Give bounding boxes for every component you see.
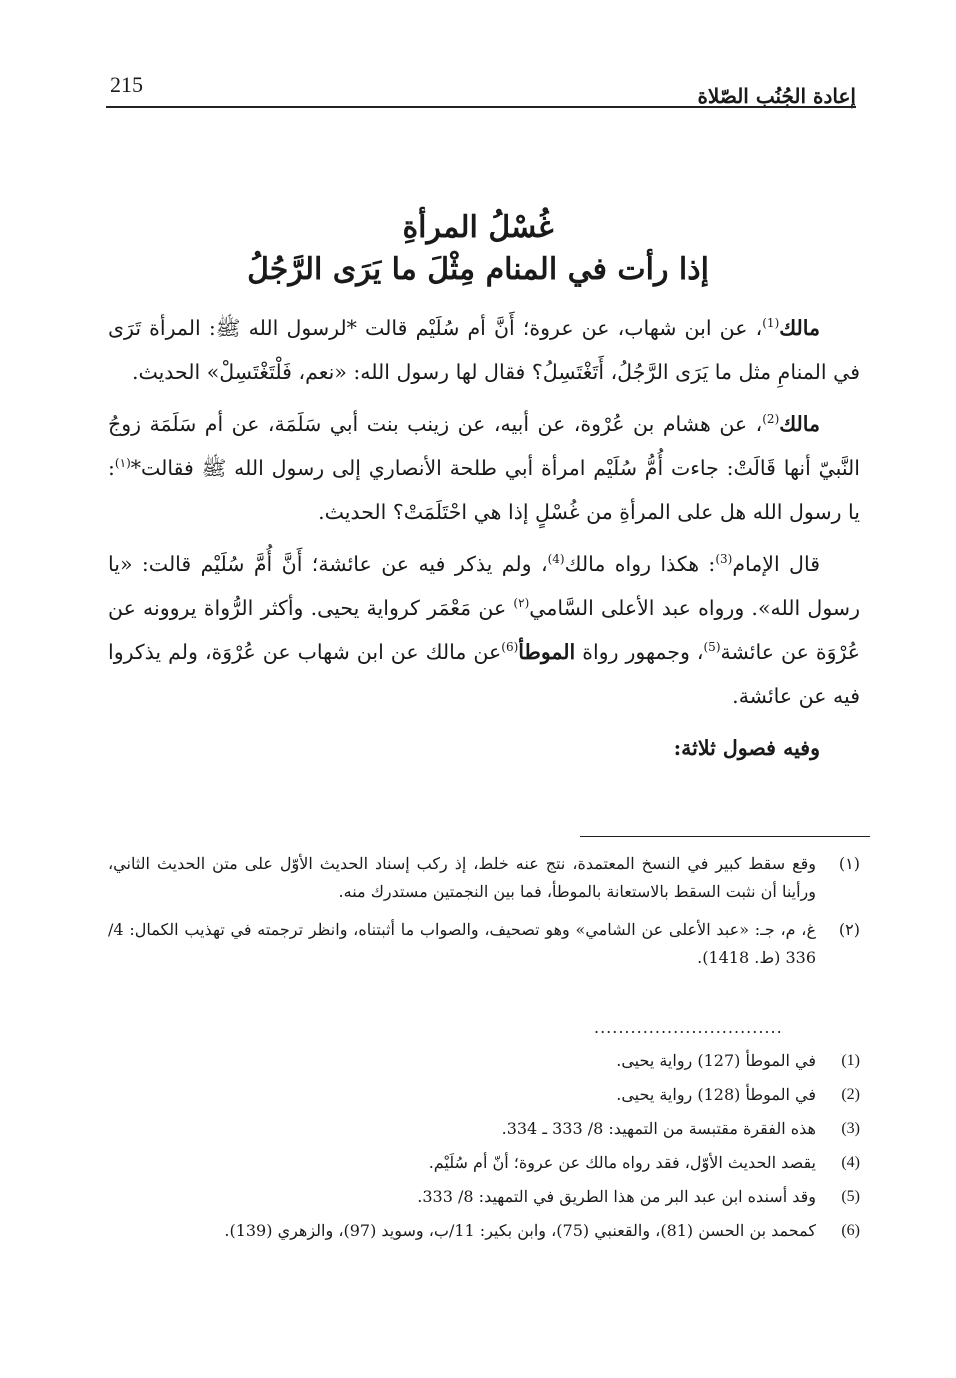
footnote-ref: (2) [762,412,780,427]
note-number: (4) [841,1154,860,1171]
paragraph-3-text: عن مالك عن ابن شهاب عن عُرْوَة، ولم يذكروا فيه عن عائشة. [108,640,860,708]
paragraph-3-text: قال الإمام [732,552,821,576]
footnote-number: (٢) [838,920,860,939]
page-number: 215 [110,72,143,97]
note-text: وقد أسنده ابن عبد البر من هذا الطريق في التمهيد: 8/ 333. [417,1187,816,1206]
paragraph-3 [108,542,860,718]
note-item [108,1044,860,1078]
chapter-title-line-1: غُسْلُ المرأةِ [402,210,554,245]
footnote-item [108,916,860,972]
paragraph-3-text: ، ولم يذكر فيه عن عائشة؛ أَنَّ أُمَّ سُلَيْم قالت: «يا رسول الله». ورواه عبد الأعلى السَّامي [108,552,860,620]
paragraph-2-tail: : يا رسول الله هل على المرأةِ من غُسْلٍ إذا هي احْتَلَمَتْ؟ الحديث. [108,456,860,524]
note-item [108,1078,860,1112]
note-number: (5) [841,1188,860,1205]
footnote-ref: (5) [703,640,721,655]
paragraph-3-text: : هكذا رواه مالك [564,552,716,576]
note-number: (1) [841,1052,860,1069]
note-number: (2) [841,1086,860,1103]
footnote-ref: (١) [114,456,131,471]
footnote-number: (١) [838,854,860,873]
paragraph-1-text: ، عن ابن شهاب، عن عروة؛ أَنَّ أم سُلَيْم قالت *لرسول الله ﷺ: المرأة تَرَى في المنامِ مثل ما يَرَى الرَّجُلُ، أَتَغْتَسِلُ؟ فقال لها رسول الله: «نعم، فَلْتَغْتَسِلْ» الحديث. [108,316,860,384]
paragraph-2 [108,402,860,534]
footnote-ref: (٢) [513,596,530,611]
header-rule [106,106,856,108]
dotted-separator: ............................... [594,1018,783,1037]
footnote-ref: (6) [501,640,519,655]
note-text: هذه الفقرة مقتبسة من التمهيد: 8/ 333 ـ 334. [501,1119,816,1138]
note-item [108,1180,860,1214]
footnote-ref: (4) [547,552,565,567]
note-text: يقصد الحديث الأوّل، فقد رواه مالك عن عروة؛ أنّ أم سُلَيْم. [428,1153,816,1172]
note-item [108,1146,860,1180]
footnote-rule [580,836,870,837]
chapter-title-line-2: إذا رأت في المنام مِثْلَ ما يَرَى الرَّجُلُ [247,252,709,287]
paragraph-3-text: عن مَعْمَر كرواية يحيى. وأكثر الرُّواة يروونه عن عُرْوَة عن عائشة [108,596,861,664]
footnotes-editor [108,850,860,982]
footnote-ref: (1) [762,316,780,331]
footnote-text: غ، م، جـ: «عبد الأعلى عن الشامي» وهو تصحيف، والصواب ما أثبتناه، وانظر ترجمته في تهذيب الكمال: 4/ 336 (ط. 1418). [108,920,816,967]
footnote-item [108,850,860,906]
note-text: في الموطأ (128) رواية يحيى. [616,1085,816,1104]
paragraph-1-lead: مالك [779,316,820,340]
book-name-bold: الموطأ [518,640,576,664]
main-text [108,306,860,778]
footnote-ref: (3) [715,552,733,567]
paragraph-3-text: ، وجمهور رواة [575,640,704,664]
footnotes-source [108,1044,860,1248]
note-number: (3) [841,1120,860,1137]
paragraph-2-text: ، عن هشام بن عُرْوة، عن أبيه، عن زينب بنت أبي سَلَمَة، عن أم سَلَمَة زوجُ النَّبيّ أنها قَالَتْ: جاءت أُمُّ سُلَيْم امرأة أبي طلحة الأنصاري إلى رسول الله ﷺ فقالت* [108,412,860,480]
note-item [108,1112,860,1146]
note-number: (6) [841,1222,860,1239]
note-item [108,1214,860,1248]
paragraph-1 [108,306,860,394]
paragraph-4: وفيه فصول ثلاثة: [673,736,820,760]
footnote-text: وقع سقط كبير في النسخ المعتمدة، نتج عنه خلط، إذ ركب إسناد الحديث الأوّل على متن الحديث الثاني، ورأينا أن نثبت السقط بالاستعانة بالموطأ، فما بين النجمتين مستدرك منه. [108,854,816,901]
note-text: كمحمد بن الحسن (81)، والقعنبي (75)، وابن بكير: 11/ب، وسويد (97)، والزهري (139). [224,1221,816,1240]
paragraph-2-lead: مالك [779,412,820,436]
note-text: في الموطأ (127) رواية يحيى. [616,1051,816,1070]
running-title: إعادة الجُنُب الصّلاة [697,84,856,108]
